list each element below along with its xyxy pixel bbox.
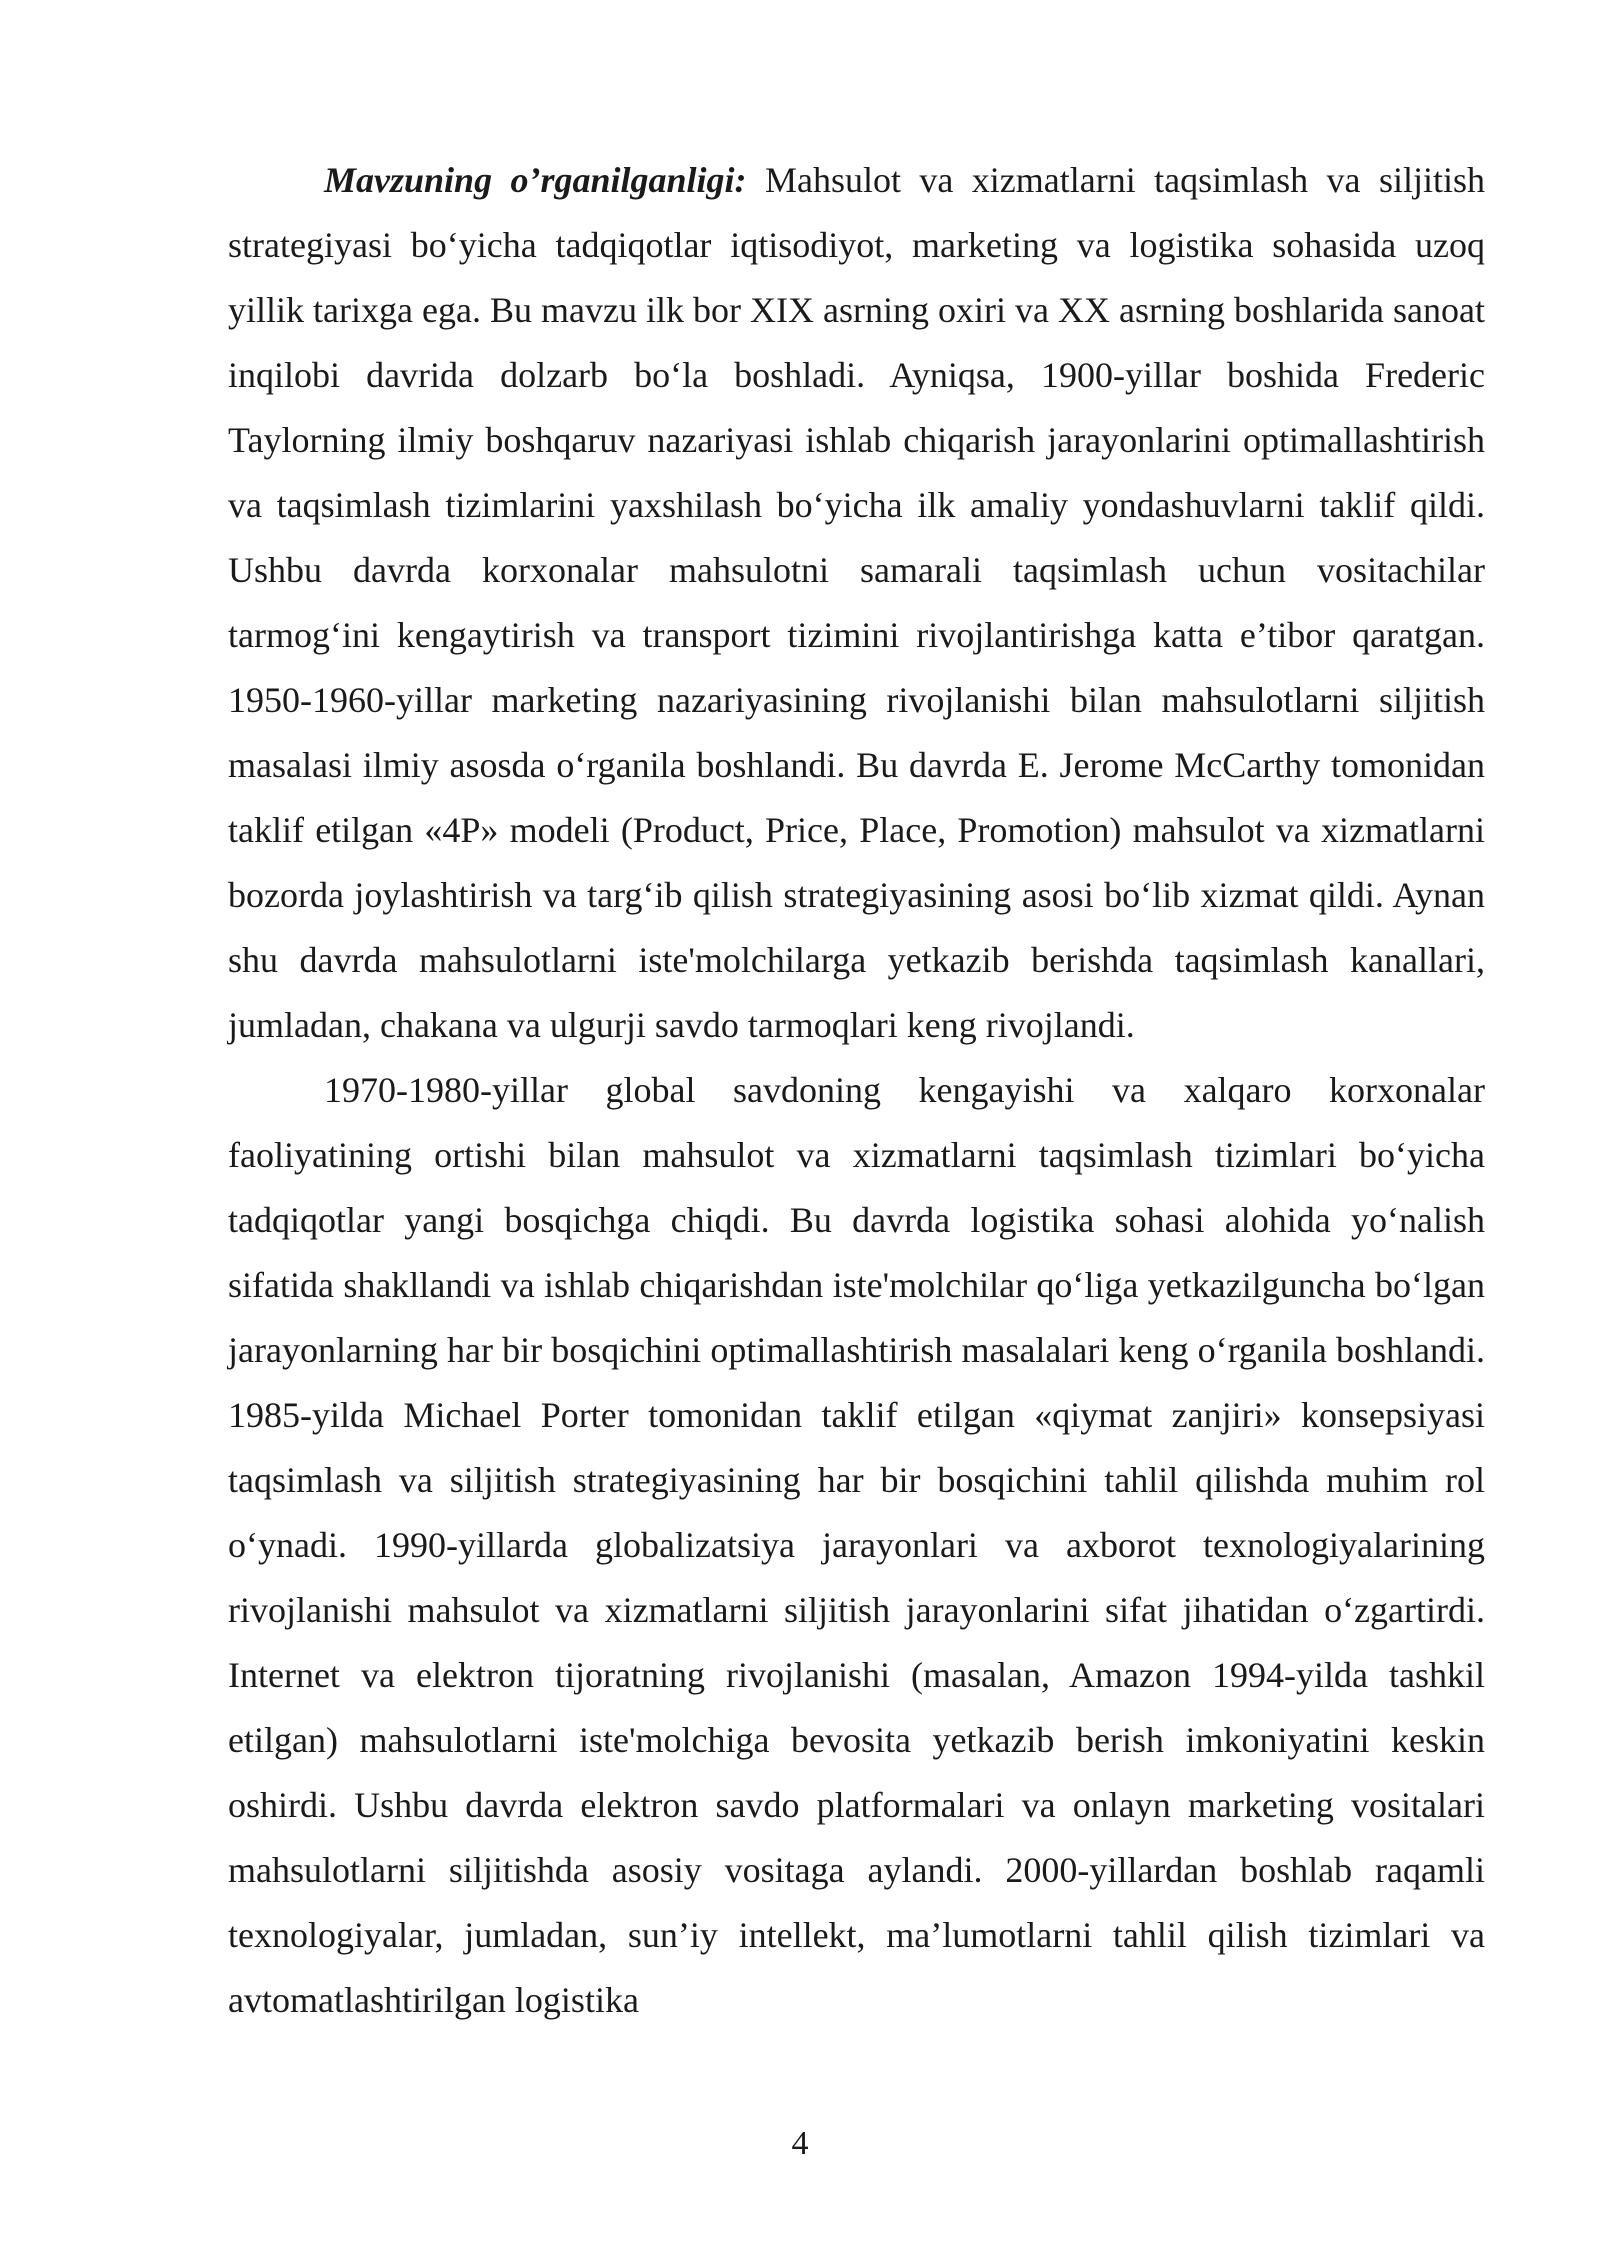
page-number: 4 bbox=[791, 2125, 809, 2162]
paragraph-history-intro bbox=[228, 148, 1485, 1058]
paragraph-history-continued bbox=[228, 1058, 1485, 2033]
paragraph-text: 1970-1980-yillar global savdoning kengayishi va xalqaro korxonalar faoliyatining ortishi bilan mahsulot va xizmatlarni taqsimlash tizimlari bo‘yicha tadqiqotlar yangi bosqichga chiqdi. Bu davrda logistika sohasi alohida yo‘nalish sifatida shakllandi va ishlab chiqarishdan iste'molchilar qo‘liga yetkazilguncha bo‘lgan jarayonlarning har bir bosqichini optimallashtirish masalalari keng o‘rganila boshlandi. 1985-yilda Michael Porter tomonidan taklif etilgan «qiymat zanjiri» konsepsiyasi taqsimlash va siljitish strategiyasining har bir bosqichini tahlil qilishda muhim rol o‘ynadi. 1990-yillarda globalizatsiya jarayonlari va axborot texnologiyalarining rivojlanishi mahsulot va xizmatlarni siljitish jarayonlarini sifat jihatidan o‘zgartirdi. Internet va elektron tijoratning rivojlanishi (masalan, Amazon 1994-yilda tashkil etilgan) mahsulotlarni iste'molchiga bevosita yetkazib berish imkoniyatini keskin oshirdi. Ushbu davrda elektron savdo platformalari va onlayn marketing vositalari mahsulotlarni siljitishda asosiy vositaga aylandi. 2000-yillardan boshlab raqamli texnologiyalar, jumladan, sun’iy intellekt, ma’lumotlarni tahlil qilish tizimlari va avtomatlashtirilgan logistika bbox=[228, 1070, 1485, 2020]
section-lead-heading: Mavzuning o’rganilganligi: bbox=[324, 160, 747, 200]
paragraph-text: Mahsulot va xizmatlarni taqsimlash va siljitish strategiyasi bo‘yicha tadqiqotlar iqtisodiyot, marketing va logistika sohasida uzoq yillik tarixga ega. Bu mavzu ilk bor XIX asrning oxiri va XX asrning boshlarida sanoat inqilobi davrida dolzarb bo‘la boshladi. Ayniqsa, 1900-yillar boshida Frederic Taylorning ilmiy boshqaruv nazariyasi ishlab chiqarish jarayonlarini optimallashtirish va taqsimlash tizimlarini yaxshilash bo‘yicha ilk amaliy yondashuvlarni taklif qildi. Ushbu davrda korxonalar mahsulotni samarali taqsimlash uchun vositachilar tarmog‘ini kengaytirish va transport tizimini rivojlantirishga katta e’tibor qaratgan. 1950-1960-yillar marketing nazariyasining rivojlanishi bilan mahsulotlarni siljitish masalasi ilmiy asosda o‘rganila boshlandi. Bu davrda E. Jerome McCarthy tomonidan taklif etilgan «4P» modeli (Product, Price, Place, Promotion) mahsulot va xizmatlarni bozorda joylashtirish va targ‘ib qilish strategiyasining asosi bo‘lib xizmat qildi. Aynan shu davrda mahsulotlarni iste'molchilarga yetkazib berishda taqsimlash kanallari, jumladan, chakana va ulgurji savdo tarmoqlari keng rivojlandi. bbox=[228, 160, 1485, 1045]
body-text bbox=[228, 148, 1485, 2033]
